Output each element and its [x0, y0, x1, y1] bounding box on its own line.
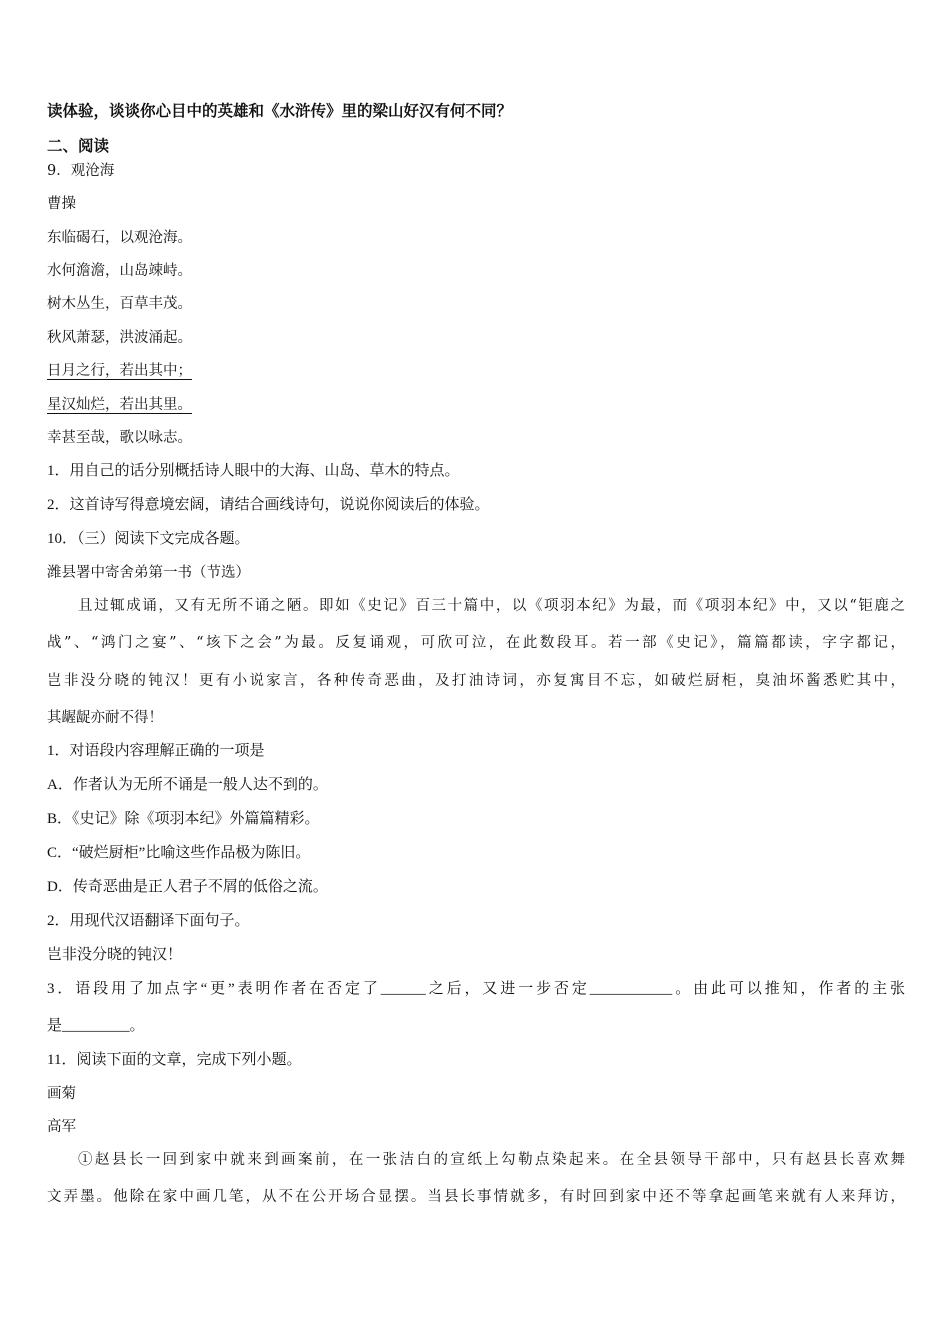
sentence-to-translate: 岂非没分晓的钝汉！ [47, 947, 183, 963]
poem-line: 树木丛生，百草丰茂。 [47, 296, 192, 312]
poem-line-underlined: 日月之行，若出其中； [47, 363, 192, 379]
option-c: C．“破烂厨柜”比喻这些作品极为陈旧。 [47, 845, 311, 861]
article-text-line: ①赵县长一回到家中就来到画案前，在一张洁白的宣纸上勾勒点染起来。在全县领导干部中，只有赵县长喜欢舞 [78, 1152, 905, 1168]
poem-line: 秋风萧瑟，洪波涌起。 [47, 330, 192, 346]
question-9-title: 9．观沧海 [47, 163, 115, 179]
poem-author: 曹操 [47, 196, 76, 212]
option-a: A．作者认为无所不诵是一般人达不到的。 [47, 777, 328, 793]
question-10-3: 3．语段用了加点字“更”表明作者在否定了______之后，又进一步否定___________。由此可以推知，作者的主张 [47, 981, 905, 997]
option-d: D．传奇恶曲是正人君子不屑的低俗之流。 [47, 879, 328, 895]
question-11-title: 11．阅读下面的文章，完成下列小题。 [47, 1052, 302, 1068]
passage-text-line: 其龌龊亦耐不得！ [47, 710, 163, 726]
question-10-1: 1．对语段内容理解正确的一项是 [47, 743, 265, 759]
question-9-1: 1．用自己的话分别概括诗人眼中的大海、山岛、草木的特点。 [47, 463, 460, 479]
poem-line: 水何澹澹，山岛竦峙。 [47, 263, 192, 279]
question-continuation: 读体验，谈谈你心目中的英雄和《水浒传》里的梁山好汉有何不同？ [47, 103, 513, 120]
passage-text-line: 岂非没分晓的钝汉！更有小说家言，各种传奇恶曲，及打油诗词，亦复寓目不忘，如破烂厨柜，臭油坏酱悉贮其中， [47, 673, 905, 689]
poem-line: 幸甚至哉，歌以咏志。 [47, 430, 192, 446]
question-10-2: 2．用现代汉语翻译下面句子。 [47, 913, 250, 929]
passage-text-line: 战”、“鸿门之宴”、“垓下之会”为最。反复诵观，可欣可泣，在此数段耳。若一部《史记》，篇篇都读，字字都记， [47, 635, 905, 651]
question-10-3-cont: 是_________。 [47, 1018, 145, 1034]
passage-title: 潍县署中寄舍弟第一书（节选） [47, 565, 250, 581]
section-heading-reading: 二、阅读 [47, 138, 110, 155]
article-author: 高军 [47, 1119, 76, 1135]
poem-line: 东临碣石，以观沧海。 [47, 230, 192, 246]
poem-line-underlined: 星汉灿烂，若出其里。 [47, 397, 192, 413]
article-title: 画菊 [47, 1086, 76, 1102]
passage-text-line: 且过辄成诵，又有无所不诵之陋。即如《史记》百三十篇中，以《项羽本纪》为最，而《项羽本纪》中，又以“钜鹿之 [78, 598, 905, 614]
option-b: B．《史记》除《项羽本纪》外篇篇精彩。 [47, 811, 320, 827]
article-text-line: 文弄墨。他除在家中画几笔，从不在公开场合显摆。当县长事情就多，有时回到家中还不等拿起画笔来就有人来拜访， [47, 1189, 905, 1205]
question-10-title: 10．（三）阅读下文完成各题。 [47, 531, 250, 547]
question-9-2: 2．这首诗写得意境宏阔，请结合画线诗句，说说你阅读后的体验。 [47, 497, 490, 513]
